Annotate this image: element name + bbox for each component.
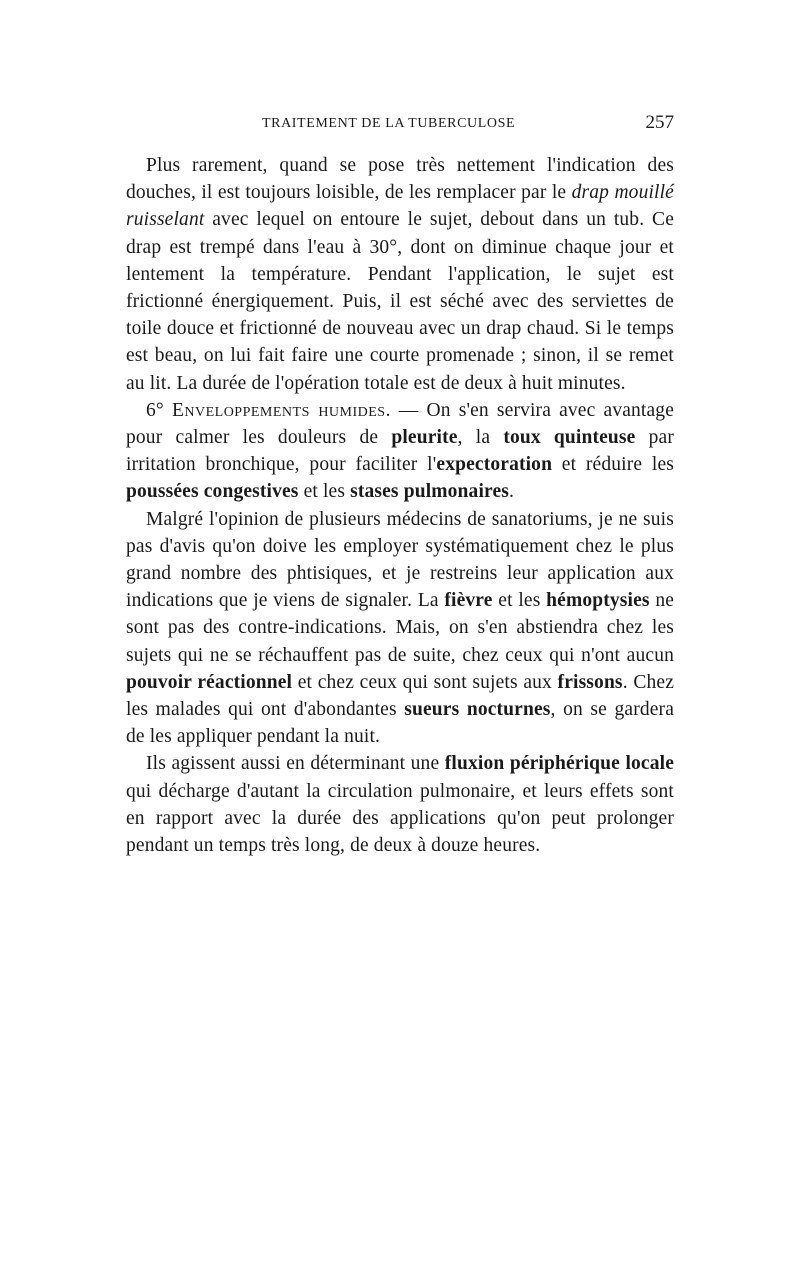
- paragraph-2-text-c: , la: [457, 427, 504, 449]
- paragraph-3: [126, 506, 674, 751]
- paragraph-2: [126, 397, 674, 506]
- paragraph-3-text-d: ne sont pas des contre-indications. Mais, on s'en abstiendra chez les sujets qui ne se réchauffent pas de suite, chez ceux qui n'ont aucun: [126, 590, 675, 666]
- running-head: [126, 112, 674, 140]
- paragraph-3-text-e: et chez ceux qui sont sujets aux: [292, 671, 558, 693]
- paragraph-3-text-a: Malgré l'opinion de plusieurs médecins de sanatoriums, je ne suis pas d'avis qu'on doive les employer systématiquement chez le plus grand nombre des phtisiques, et je restreins leur application aux indications que je viens de signaler. La: [126, 508, 674, 612]
- paragraph-2-text-g: .: [509, 481, 515, 503]
- paragraph-3-text-f: . Chez les malades qui ont d'abondantes: [126, 671, 674, 721]
- page-number: 257: [645, 112, 674, 133]
- italic-term-drap-mouille: drap mouillé ruisselant: [126, 182, 674, 231]
- paragraph-1: [126, 152, 674, 397]
- paragraph-2-text-e: et réduire les: [552, 454, 674, 476]
- section-number: 6°: [146, 399, 172, 421]
- paragraph-2-text-d: par irritation bronchique, pour faciliter l': [126, 427, 674, 476]
- running-title: TRAITEMENT DE LA TUBERCULOSE: [262, 116, 516, 131]
- paragraph-2-text-f: et les: [298, 481, 351, 503]
- paragraph-1-text-c: avec lequel on entoure le sujet, debout dans un tub. Ce drap est trempé dans l'eau à 30°, dont on diminue chaque jour et lentement la température. Pendant l'application, le sujet est frictionné énergiquement. Puis, il est séché avec des serviettes de toile douce et frictionné de nouveau avec un drap chaud. Si le temps est beau, on lui fait faire une courte promenade ; sinon, il se remet au lit. La durée de l'opération totale est de deux à huit minutes.: [126, 209, 674, 394]
- paragraph-4-text-a: Ils agissent aussi en déterminant une: [146, 753, 445, 775]
- paragraph-4: [126, 750, 674, 859]
- bold-term-fluxion-peripherique: fluxion périphérique locale: [444, 753, 674, 775]
- bold-term-pleurite: pleurite: [391, 427, 458, 449]
- paragraph-3-text-c: et les: [492, 590, 547, 612]
- bold-term-poussees-congestives: poussées congestives: [126, 481, 299, 503]
- bold-term-hemoptysies: hémoptysies: [546, 590, 650, 612]
- bold-term-sueurs-nocturnes: sueurs nocturnes: [404, 699, 551, 721]
- paragraph-1-text-a: Plus rarement, quand se pose très nettement l'indication des douches, il est toujours loisible, de les remplacer par le: [126, 155, 674, 204]
- paragraph-3-text-g: , on se gardera de les appliquer pendant la nuit.: [126, 699, 674, 748]
- paragraph-2-text-a: . — On s'en servira avec avantage pour calmer les douleurs de: [126, 399, 675, 449]
- body-text: [126, 152, 674, 859]
- bold-term-frissons: frissons: [557, 671, 623, 693]
- bold-term-expectoration: expectoration: [436, 454, 553, 476]
- bold-term-pouvoir-reactionnel: pouvoir réactionnel: [126, 671, 293, 693]
- paragraph-4-text-c: qui décharge d'autant la circulation pulmonaire, et leurs effets sont en rapport avec la durée des applications qu'on peut prolonger pendant un temps très long, de deux à douze heures.: [126, 780, 674, 857]
- section-heading: Enveloppements humides: [171, 399, 386, 421]
- book-page: [126, 112, 674, 859]
- bold-term-toux-quinteuse: toux quinteuse: [503, 427, 636, 449]
- bold-term-stases-pulmonaires: stases pulmonaires: [350, 481, 510, 503]
- bold-term-fievre: fièvre: [444, 590, 493, 612]
